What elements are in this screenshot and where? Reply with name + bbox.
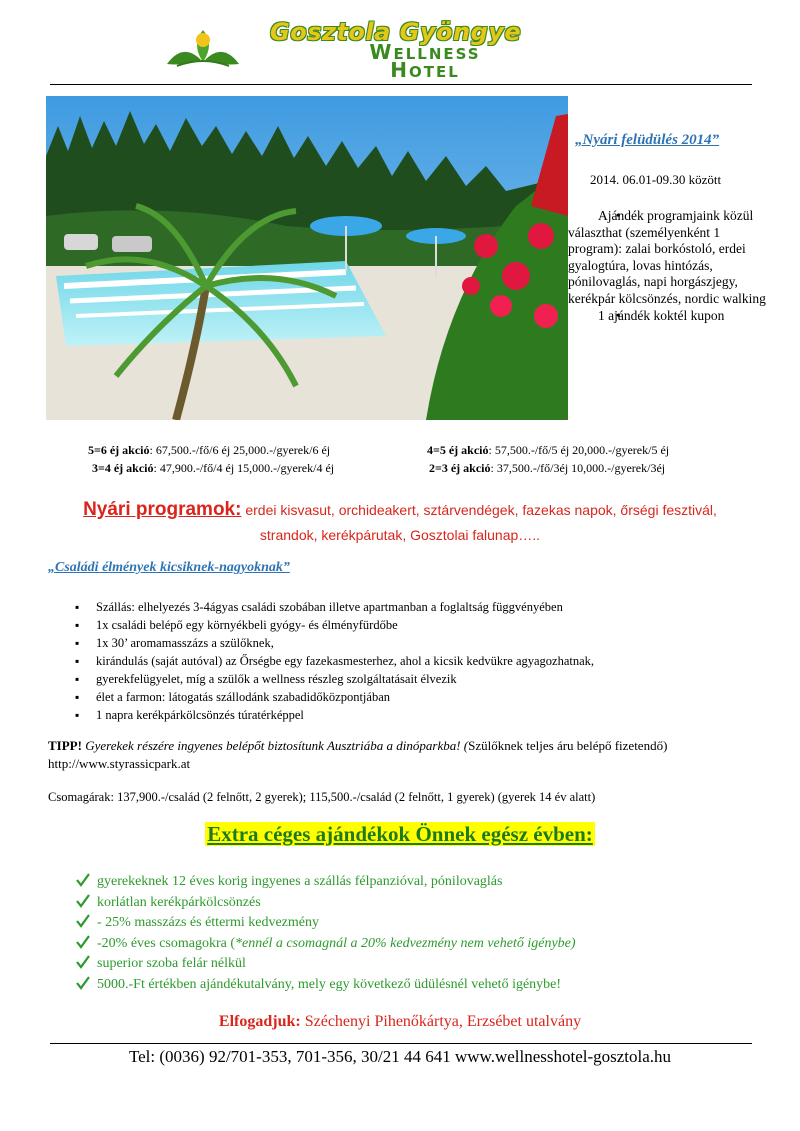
list-item: Ajándék programjaink közül választhat (személyenként 1 program): zalai borkóstoló, erdei gyalogtúra, lovas hintózás, pónilovaglás, napi horgászjegy, kerékpár kölcsönzés, nordic walking: [568, 208, 766, 306]
accepted-payments: Elfogadjuk: Széchenyi Pihenőkártya, Erzsébet utalvány: [218, 1013, 582, 1030]
offer-line: 3=4 éj akció: 47,900.-/fő/4 éj 15,000.-/gyerek/4 éj: [92, 461, 335, 475]
tip-paragraph: TIPP! Gyerekek részére ingyenes belépőt biztosítunk Ausztriába a dinóparkba! (Szülőknek teljes áru belépő fizetendő) http://www.styrassicpark.at: [48, 738, 668, 771]
list-item: 5000.-Ft értékben ajándékutalvány, mely egy következő üdülésnél vehető igénybe!: [75, 975, 755, 996]
checkmark-icon: [75, 954, 91, 970]
list-item: superior szoba felár nélkül: [75, 954, 755, 975]
family-offer-title: „Családi élmények kicsiknek-nagyoknak”: [48, 560, 290, 575]
summer-programs-title: Nyári programok:: [83, 499, 242, 520]
extra-gifts-title: Extra céges ajándékok Önnek egész évben:: [207, 822, 593, 846]
summer-programs: Nyári programok: erdei kisvasut, orchideakert, sztárvendégek, fazekas napok, őrségi fesztivál, strandok, kerékpárutak, Gosztolai falunap…..: [83, 499, 717, 543]
list-item: -20% éves csomagokra (*ennél a csomagnál a 20% kedvezmény nem vehető igénybe): [75, 934, 755, 955]
list-item: ▪ 1 napra kerékpárkölcsönzés túratérképpel: [75, 706, 735, 724]
offer-line: 4=5 éj akció: 57,500.-/fő/5 éj 20,000.-/gyerek/5 éj: [427, 443, 670, 457]
offer-line: 2=3 éj akció: 37,500.-/fő/3éj 10,000.-/gyerek/3éj: [429, 461, 666, 475]
list-item: gyerekeknek 12 éves korig ingyenes a szállás félpanzióval, pónilovaglás: [75, 872, 755, 893]
checkmark-icon: [75, 934, 91, 950]
summer-offer-title: „Nyári felüdülés 2014”: [575, 132, 720, 148]
list-item: ▪ 1x családi belépő egy környékbeli gyógy- és élményfürdőbe: [75, 616, 735, 634]
checkmark-icon: [75, 893, 91, 909]
header-divider: [50, 84, 752, 85]
summer-offer-list: [568, 208, 768, 325]
brand-name: Gosztola Gyöngye: [270, 18, 522, 46]
brand-subtitle: WELLNESS HOTEL: [369, 40, 481, 82]
list-item: ▪ Szállás: elhelyezés 3-4ágyas családi szobában illetve apartmanban a foglaltság függvényében: [75, 598, 735, 616]
family-offer-list: [75, 598, 735, 724]
contact-info: Tel: (0036) 92/701-353, 701-356, 30/21 44 641 www.wellnesshotel-gosztola.hu: [128, 1047, 672, 1066]
offer-line: 5=6 éj akció: 67,500.-/fő/6 éj 25,000.-/gyerek/6 éj: [88, 443, 331, 457]
checkmark-icon: [75, 975, 91, 991]
summer-offer-dates: 2014. 06.01-09.30 között: [590, 172, 722, 187]
package-prices: Csomagárak: 137,900.-/család (2 felnőtt, 2 gyerek); 115,500.-/család (2 felnőtt, 1 gyerek) (gyerek 14 év alatt): [48, 790, 596, 804]
list-item: ▪ kirándulás (saját autóval) az Őrségbe egy fazekasmesterhez, ahol a kicsik kedvükre agyagozhatnak,: [75, 652, 735, 670]
extra-gifts-list: [75, 872, 755, 995]
hotel-logo-icon: [163, 26, 243, 68]
list-item: 1 ajándék koktél kupon: [598, 308, 725, 323]
list-item: korlátlan kerékpárkölcsönzés: [75, 893, 755, 914]
list-item: ▪ 1x 30’ aromamasszázs a szülőknek,: [75, 634, 735, 652]
checkmark-icon: [75, 913, 91, 929]
checkmark-icon: [75, 872, 91, 888]
list-item: ▪ élet a farmon: látogatás szállodánk szabadidőközpontjában: [75, 688, 735, 706]
list-item: - 25% masszázs és éttermi kedvezmény: [75, 913, 755, 934]
hotel-pool-photo: [46, 96, 568, 420]
list-item: ▪ gyerekfelügyelet, míg a szülők a wellness részleg szolgáltatásait élvezik: [75, 670, 735, 688]
footer-divider: [50, 1043, 752, 1044]
